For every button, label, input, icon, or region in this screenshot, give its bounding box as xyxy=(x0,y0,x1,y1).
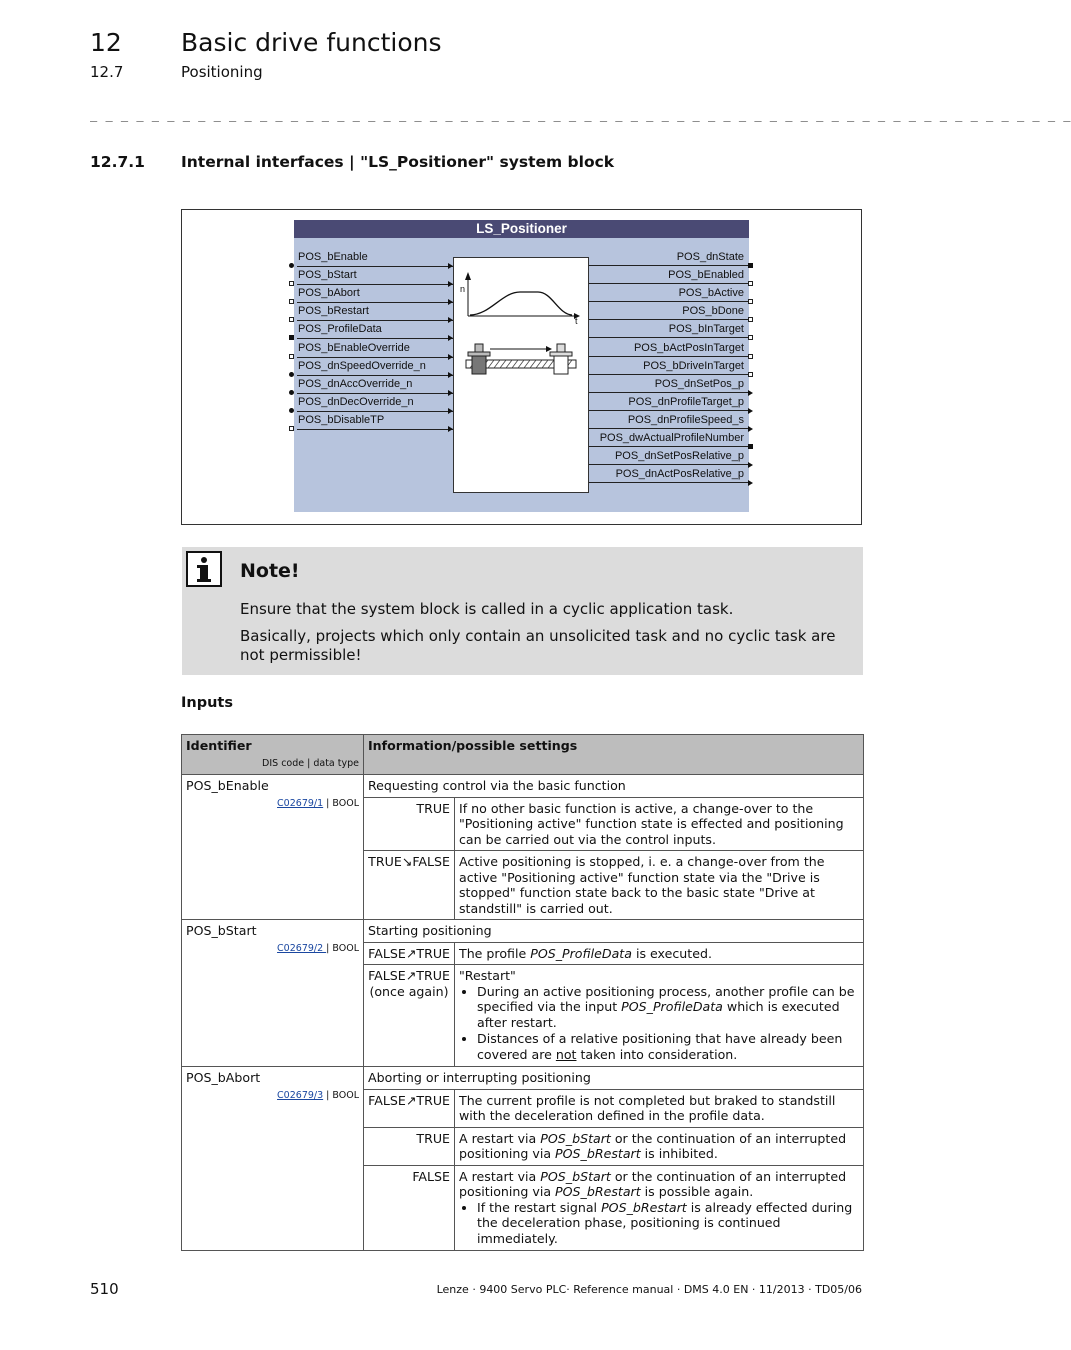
subsection-title: Internal interfaces | "LS_Positioner" system block xyxy=(181,153,615,171)
output-connector-label: POS_dnActPosRelative_p xyxy=(589,467,749,483)
output-connector-label: POS_bActive xyxy=(589,286,749,302)
description-cell: Starting positioning xyxy=(364,920,864,943)
block-illustration xyxy=(453,257,589,493)
graph-n-label: n xyxy=(460,284,466,294)
graph-t-label: t xyxy=(575,316,578,326)
input-pin xyxy=(289,299,294,304)
table-row xyxy=(182,1067,864,1090)
condition-cell: FALSE↗TRUE xyxy=(364,1089,455,1127)
description-cell: Requesting control via the basic function xyxy=(364,775,864,798)
input-connector-label: POS_bAbort xyxy=(297,286,456,303)
output-connector-label: POS_dnState xyxy=(589,250,749,266)
output-connector-label: POS_dnSetPosRelative_p xyxy=(589,449,749,465)
condition-cell: TRUE xyxy=(364,1127,455,1165)
input-pin xyxy=(289,263,294,268)
chapter-number: 12 xyxy=(90,28,122,57)
output-connector-label: POS_dwActualProfileNumber xyxy=(589,431,749,447)
input-pin xyxy=(289,281,294,286)
condition-cell: TRUE↘FALSE xyxy=(364,851,455,920)
system-block-title: LS_Positioner xyxy=(294,220,749,238)
condition-description: The profile POS_ProfileData is executed. xyxy=(455,942,864,965)
section-title: Positioning xyxy=(181,63,263,81)
identifier-cell: POS_bEnable C02679/1 | BOOL xyxy=(182,775,364,920)
info-icon xyxy=(186,551,222,587)
input-pin xyxy=(289,372,294,377)
list-item: • Distances of a relative positioning that have already been covered are not taken into consideration. xyxy=(477,1031,859,1062)
target-carriage xyxy=(554,356,568,374)
condition-description: A restart via POS_bStart or the continuation of an interrupted positioning via POS_bRestart is possible again. • If the restart signal POS_bRestart is already effected during the deceleration phase, positioning is continued immediately. xyxy=(455,1165,864,1251)
input-pin xyxy=(289,354,294,359)
table-header-row xyxy=(182,735,864,775)
condition-cell: FALSE xyxy=(364,1165,455,1251)
input-connector-label: POS_dnSpeedOverride_n xyxy=(297,359,456,376)
condition-description: A restart via POS_bStart or the continuation of an interrupted positioning via POS_bRestart is inhibited. xyxy=(455,1127,864,1165)
input-connector-label: POS_bStart xyxy=(297,268,456,285)
chapter-title: Basic drive functions xyxy=(181,28,442,57)
speed-profile-curve xyxy=(470,292,572,315)
parameter-link[interactable]: C02679/1 xyxy=(277,797,324,809)
input-pin xyxy=(289,408,294,413)
table-row xyxy=(182,775,864,798)
input-connector-label: POS_dnDecOverride_n xyxy=(297,395,456,412)
condition-description: If no other basic function is active, a change-over to the "Positioning active" function state is effected and positioning can be carried out via the control inputs. xyxy=(455,797,864,851)
information-header: Information/possible settings xyxy=(364,735,864,775)
positioning-profile-graphic xyxy=(454,258,588,492)
condition-cell: FALSE↗TRUE (once again) xyxy=(364,965,455,1067)
parameter-link[interactable]: C02679/3 xyxy=(277,1089,324,1101)
section-number: 12.7 xyxy=(90,63,124,81)
condition-description: Active positioning is stopped, i. e. a change-over from the active "Positioning active" function state via the "Drive is stopped" function state back to the basic state "Drive at standstill" is carried out. xyxy=(455,851,864,920)
header-divider: _ _ _ _ _ _ _ _ _ _ _ _ _ _ _ _ _ _ _ _ _ _ _ _ _ _ _ _ _ _ _ _ _ _ _ _ _ _ _ _ _ _ _ _ _ _ _ _ _ _ _ _ _ _ _ _ _ _ _ _ _ _ _ _ xyxy=(90,108,1071,122)
list-item: • During an active positioning process, another profile can be specified via the input POS_ProfileData which is executed after restart. xyxy=(477,984,859,1031)
parameter-link[interactable]: C02679/2 xyxy=(277,942,327,954)
condition-cell: TRUE xyxy=(364,797,455,851)
input-connector-label: POS_dnAccOverride_n xyxy=(297,377,456,394)
note-paragraph-1: Ensure that the system block is called in a cyclic application task. xyxy=(240,600,734,618)
output-connector-label: POS_bActPosInTarget xyxy=(589,341,749,357)
input-connector-label: POS_ProfileData xyxy=(297,322,456,339)
input-connector-label: POS_bEnableOverride xyxy=(297,341,456,358)
output-connector-label: POS_bInTarget xyxy=(589,322,749,338)
input-pin xyxy=(289,426,294,431)
identifier-header: Identifier DIS code | data type xyxy=(182,735,364,775)
note-title: Note! xyxy=(240,560,300,582)
identifier-cell: POS_bAbort C02679/3 | BOOL xyxy=(182,1067,364,1251)
input-pin xyxy=(289,317,294,322)
input-connector-label: POS_bRestart xyxy=(297,304,456,321)
start-carriage xyxy=(472,356,486,374)
inputs-heading: Inputs xyxy=(181,695,233,711)
inputs-table xyxy=(181,734,864,1251)
list-item: • If the restart signal POS_bRestart is already effected during the deceleration phase, positioning is continued immediately. xyxy=(477,1200,859,1247)
output-connector-label: POS_dnProfileSpeed_s xyxy=(589,413,749,429)
page-number: 510 xyxy=(90,1280,119,1298)
output-connector-label: POS_dnProfileTarget_p xyxy=(589,395,749,411)
output-connector-label: POS_bEnabled xyxy=(589,268,749,284)
output-connector-label: POS_bDone xyxy=(589,304,749,320)
output-connector-label: POS_bDriveInTarget xyxy=(589,359,749,375)
input-connector-label: POS_bDisableTP xyxy=(297,413,456,430)
subsection-number: 12.7.1 xyxy=(90,153,145,171)
output-arrow xyxy=(748,480,753,486)
input-pin xyxy=(289,390,294,395)
input-pin xyxy=(289,335,294,340)
note-paragraph-2: Basically, projects which only contain an unsolicited task and no cyclic task are not permissible! xyxy=(240,627,836,664)
description-cell: Aborting or interrupting positioning xyxy=(364,1067,864,1090)
identifier-cell: POS_bStart C02679/2 | BOOL xyxy=(182,920,364,1067)
dis-code-caption: DIS code | data type xyxy=(262,757,359,769)
condition-description: "Restart" • During an active positioning process, another profile can be specified via the input POS_ProfileData which is executed after restart. • Distances of a relative positioning that have already been covered are not taken into consideration. xyxy=(455,965,864,1067)
condition-description: The current profile is not completed but braked to standstill with the deceleration defined in the profile data. xyxy=(455,1089,864,1127)
table-row xyxy=(182,920,864,943)
footer-text: Lenze · 9400 Servo PLC· Reference manual · DMS 4.0 EN · 11/2013 · TD05/06 xyxy=(436,1283,862,1296)
input-connector-label: POS_bEnable xyxy=(297,250,456,267)
condition-cell: FALSE↗TRUE xyxy=(364,942,455,965)
output-connector-label: POS_dnSetPos_p xyxy=(589,377,749,393)
